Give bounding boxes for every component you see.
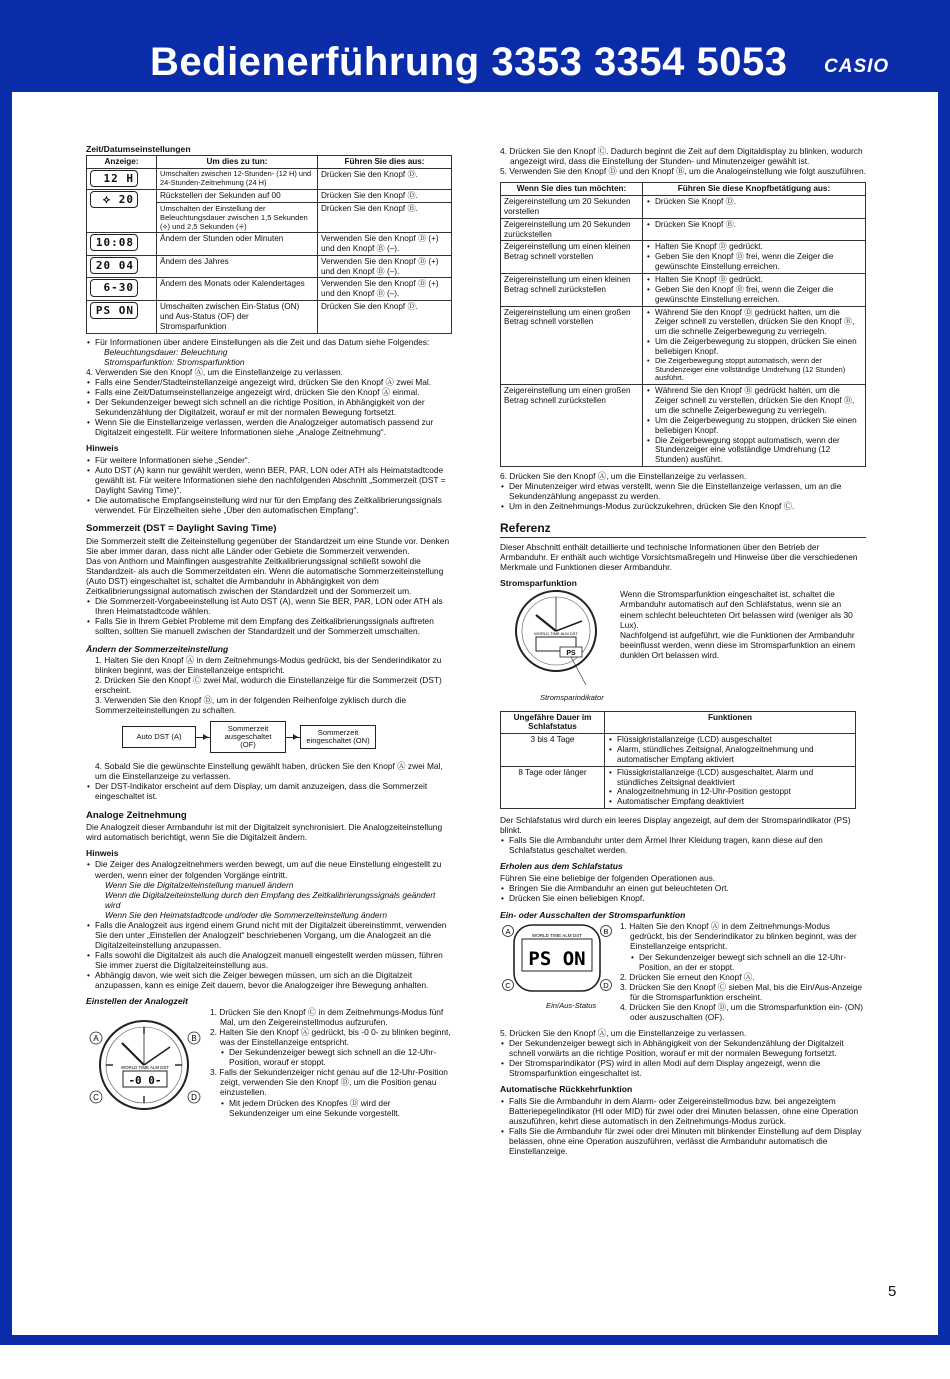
step-text: 5. Verwenden Sie den Knopf Ⓓ und den Knopf Ⓑ, um die Analogeinstellung wie folgt auszuführen. (500, 166, 866, 177)
table-row (87, 189, 452, 202)
list-item: • Falls Sie die Armbanduhr unter dem Ärmel Ihrer Kleidung tragen, kann diese auf den Schlafstatus geschaltet werden. (500, 835, 866, 855)
flow-box: Sommerzeit ausgeschaltet (OF) (210, 721, 286, 753)
table-header: Um dies zu tun: (157, 156, 318, 169)
power-saving-figure (500, 589, 866, 702)
paragraph: Dieser Abschnitt enthält detaillierte und technische Informationen über den Betrieb der Armbanduhr. Er enthält auch wichtige Vorsichtsmaßregeln und Hinweise über die verschiedenen Merkmale und Funktionen dieser Armbanduhr. (500, 541, 858, 572)
list-item: • Falls Sie die Armbanduhr für zwei oder drei Minuten mit blinkender Einstellung auf dem Display belassen, ohne eine Operation auszuführen, verlässt die Armbanduhr automatisch die Einstellanzeige. (500, 1126, 866, 1156)
lcd-display: 10:08 (90, 234, 138, 251)
right-column (500, 146, 866, 1156)
figure-caption: Stromsparindikator (540, 693, 604, 703)
table-row (87, 169, 452, 190)
list-item: • Geben Sie den Knopf Ⓓ frei, wenn die Zeiger die gewünschte Einstellung erreichen. (646, 252, 862, 272)
list-item: • Geben Sie den Knopf Ⓑ frei, wenn die Zeiger die gewünschte Einstellung erreichen. (646, 285, 862, 305)
table-cell: Drücken Sie den Knopf Ⓑ. (318, 202, 452, 232)
list-item: • Halten Sie Knopf Ⓓ gedrückt. (646, 242, 862, 252)
paragraph: Wenn die Stromsparfunktion eingeschaltet ist, schaltet die Armbanduhr automatisch auf den Schlafstatus, wenn sie an einem schlecht beleuchteten Ort belassen wird (weniger als 30 Lux). (620, 589, 853, 630)
step-item: 1. Halten Sie den Knopf Ⓐ in dem Zeitnehmungs-Modus gedrückt, bis der Senderindikator zu blinken beginnt, was der Einstellanzeige entspricht. (95, 654, 442, 675)
section-title: Stromsparfunktion (500, 578, 577, 589)
list-item: • Wenn Sie die Einstellanzeige verlassen, werden die Analogzeiger automatisch passend zur Digitalzeit eingestellt. Für weitere Informationen siehe „Analoge Zeitnehmung“. (86, 417, 452, 437)
button-c-label: C (505, 981, 511, 991)
watch-illustration (86, 1007, 204, 1115)
button-d-label: D (603, 981, 609, 991)
dst-cycle-diagram (122, 721, 452, 753)
list-item: • Halten Sie Knopf Ⓑ gedrückt. (646, 275, 862, 285)
step-text: 5. Drücken Sie den Knopf Ⓐ, um die Einstellanzeige zu verlassen. (500, 1028, 747, 1039)
lcd-display: -0 0- (128, 1073, 162, 1087)
table-cell: 3 bis 4 Tage (501, 734, 605, 767)
watch-label: WORLD TIME ALM DST (531, 933, 583, 939)
list-item: • Der Sekundenzeiger bewegt sich schnell an die 12-Uhr-Position, an der er stoppt. (630, 952, 864, 972)
list-item: • Auto DST (A) kann nur gewählt werden, wenn BER, PAR, LON oder ATH als Heimatstadtcode gewählt ist. Für weitere Informationen siehe den nachfolgenden Abschnitt „Sommerzeit (DST = Daylight Saving Time)“. (86, 465, 452, 495)
note-line: Beleuchtungsdauer: Beleuchtung (104, 346, 228, 357)
step-item: 1. Drücken Sie den Knopf Ⓒ in dem Zeitnehmungs-Modus fünf Mal, um den Zeigereinstellmodus aufzurufen. (210, 1006, 444, 1027)
paragraph: Die Analogzeit dieser Armbanduhr ist mit der Digitalzeit synchronisiert. Die Analogzeiteinstellung wird automatisch berichtigt, wenn Sie die Digitalzeit ändern. (86, 822, 443, 843)
list-item: • Abhängig davon, wie weit sich die Zeiger bewegen müssen, um sich an die Digitalzeit anzupassen, kann es einige Zeit dauern, bevor die Analogzeiger ihre Bewegung anhalten. (86, 970, 452, 990)
analog-setting-figure (86, 1007, 452, 1118)
lcd-display: 12 H (90, 170, 138, 187)
table-row (87, 301, 452, 334)
table-header: Funktionen (605, 711, 856, 734)
button-d-label: D (191, 1092, 197, 1102)
list-item: • Der DST-Indikator erscheint auf dem Display, um damit anzuzeigen, dass die Sommerzeit eingeschaltet ist. (86, 781, 452, 801)
list-item: • Mit jedem Drücken des Knopfes Ⓓ wird der Sekundenzeiger um eine Sekunde vorgestellt. (220, 1098, 452, 1118)
button-a-label: A (505, 927, 511, 937)
table-cell: Rückstellen der Sekunden auf 00 (157, 189, 318, 202)
table-row (87, 255, 452, 278)
list-item: • Falls Sie die Armbanduhr in dem Alarm- oder Zeigereinstellmodus bzw. bei angezeigtem Batteriepegelindikator (HI oder MID) für zwei oder drei Minuten belassen, ohne eine Operation auszuführen, kehrt diese automatisch in den Zeitnehmungs-Modus zurück. (500, 1096, 866, 1126)
table-cell: Zeigereinstellung um 20 Sekunden vorstellen (501, 196, 643, 219)
list-item: • Analogzeitnehmung in 12-Uhr-Position gestoppt (608, 787, 852, 797)
section-title: Sommerzeit (DST = Daylight Saving Time) (86, 523, 277, 535)
table-row (501, 734, 856, 767)
list-item: • Falls eine Zeit/Datumseinstellanzeige angezeigt wird, drücken Sie den Knopf Ⓐ einmal. (86, 387, 452, 397)
section-title: Analoge Zeitnehmung (86, 809, 187, 821)
list-item: • Automatischer Empfang deaktiviert (608, 797, 852, 807)
lcd-display: PS ON (90, 302, 138, 319)
left-border (0, 0, 12, 1345)
step-item: 2. Drücken Sie den Knopf Ⓒ zwei Mal, wodurch die Einstellanzeige für die Sommerzeit (DST) erscheint. (95, 674, 442, 696)
table-row (87, 278, 452, 301)
analog-adjust-table (500, 182, 866, 467)
table-header: Führen Sie dies aus: (318, 156, 452, 169)
button-a-label: A (93, 1033, 99, 1043)
button-c-label: C (93, 1092, 99, 1102)
arrow-icon (286, 737, 300, 738)
sub-item: Wenn Sie die Digitalzeiteinstellung manuell ändern (105, 879, 294, 890)
step-item: 3. Verwenden Sie den Knopf Ⓓ, um in der folgenden Reihenfolge zyklisch durch die Sommerzeiteinstellungen zu schalten. (95, 695, 406, 716)
list-item: • Falls sowohl die Digitalzeit als auch die Analogzeit manuell eingestellt werden müssen, führen Sie immer zuerst die Digitalzeiteinstellung aus. (86, 950, 452, 970)
sub-item: Wenn Sie den Heimatstadtcode und/oder die Sommerzeiteinstellung ändern (105, 909, 387, 920)
table-cell: Verwenden Sie den Knopf Ⓓ (+) und den Knopf Ⓑ (–). (318, 255, 452, 278)
brand-logo: CASIO (824, 56, 890, 77)
paragraph: Das von Anthorn und Mainflingen ausgestrahlte Zeitkalibrierungssignal schließt sowohl die Standardzeit- als auch die Sommerzeitdaten ein. Wenn die automatische Sommerzeiteinstellung (Auto DST) eingeschaltet ist, schaltet die Armbanduhr in Abhängigkeit von dem Zeitkalibrierungssignal automatisch zwischen der Standardzeit und der Sommerzeit um. (86, 555, 444, 597)
step-item: 3. Drücken Sie den Knopf Ⓒ sieben Mal, bis die Ein/Aus-Anzeige für die Stromsparfunktion erscheint. (620, 981, 863, 1002)
list-item: • Drücken Sie einen beliebigen Knopf. (500, 893, 866, 903)
subsection-title: Ein- oder Ausschalten der Stromsparfunktion (500, 910, 686, 920)
list-item: • Die Zeigerbewegung stoppt automatisch, wenn der Stundenzeiger eine vollständige Umdrehung (12 Stunden) ausführt. (646, 357, 862, 384)
list-item: • Drücken Sie Knopf Ⓑ. (646, 220, 862, 230)
settings-table (86, 155, 452, 333)
list-item: • Falls die Analogzeit aus irgend einem Grund nicht mit der Digitalzeit übereinstimmt, verwenden Sie den unter „Einstellen der Analogzeit“ beschriebenen Vorgang, um die Analogzeit an die Digitalzeiteinstellung anzupassen. (86, 920, 452, 950)
table-row (501, 306, 866, 385)
table-header: Ungefähre Dauer im Schlafstatus (501, 711, 605, 734)
list-item: • Flüssigkristallanzeige (LCD) ausgeschaltet, Alarm und stündliches Zeitsignal deaktiviert (608, 768, 852, 788)
table-cell: Verwenden Sie den Knopf Ⓓ (+) und den Knopf Ⓑ (–). (318, 278, 452, 301)
table-header: Wenn Sie dies tun möchten: (501, 183, 643, 196)
list-item: • Flüssigkristallanzeige (LCD) ausgeschaltet (608, 735, 852, 745)
table-row (501, 273, 866, 306)
right-border (938, 0, 950, 1345)
sleep-status-table (500, 711, 856, 810)
hinweis-label: Hinweis (86, 443, 119, 454)
bottom-border (0, 1335, 950, 1345)
list-item: • Alarm, stündliches Zeitsignal, Analogzeitnehmung und automatischer Empfang aktiviert (608, 745, 852, 765)
table-cell: Drücken Sie den Knopf Ⓓ. (318, 301, 452, 334)
table-row (501, 385, 866, 467)
step-text: 4. Verwenden Sie den Knopf Ⓐ, um die Einstellanzeige zu verlassen. (86, 366, 343, 377)
table-header: Anzeige: (87, 156, 157, 169)
step-text: 6. Drücken Sie den Knopf Ⓐ, um die Einstellanzeige zu verlassen. (500, 471, 747, 482)
table-row (501, 218, 866, 241)
lcd-display: ⟡ 20 (90, 191, 138, 208)
page-title: Bedienerführung 3353 3354 5053 (150, 40, 788, 84)
list-item: • Der Minutenzeiger wird etwas verstellt, wenn Sie die Einstellanzeige verlassen, um an die Sekundenzählung angepasst zu werden. (500, 481, 866, 501)
list-item: • Für Informationen über andere Einstellungen als die Zeit und das Datum siehe Folgendes: (86, 337, 452, 347)
list-item: • Um die Zeigerbewegung zu stoppen, drücken Sie einen beliebigen Knopf. (646, 416, 862, 436)
table-cell: Zeigereinstellung um einen kleinen Betrag schnell zurückstellen (501, 273, 643, 306)
list-item: • Die Zeigerbewegung stoppt automatisch, wenn der Stundenzeiger eine vollständige Umdrehung (12 Stunden) ausführt. (646, 436, 862, 466)
left-column (86, 144, 452, 1118)
table-row (501, 241, 866, 274)
watch-illustration (500, 589, 614, 697)
sub-item: Wenn die Digitalzeiteinstellung durch den Empfang des Zeitkalibrierungssignals geändert wird (105, 889, 436, 910)
arrow-icon (196, 737, 210, 738)
ps-indicator: PS (566, 650, 576, 658)
list-item: • Die Sommerzeit-Vorgabeeinstellung ist Auto DST (A), wenn Sie BER, PAR, LON oder ATH als Ihren Heimatstadtcode wählen. (86, 596, 452, 616)
step-text: 4. Drücken Sie den Knopf Ⓒ. Dadurch beginnt die Zeit auf dem Digitaldisplay zu blinken, wodurch angezeigt wird, dass die Einstellung der Stunden- und Minutenzeiger gewählt ist. (500, 146, 863, 167)
section-title: Automatische Rückkehrfunktion (500, 1084, 633, 1095)
step-item: 2. Halten Sie den Knopf Ⓐ gedrückt, bis -0 0- zu blinken beginnt, was der Einstellanzeige entspricht. (210, 1026, 451, 1048)
table-row (501, 196, 866, 219)
list-item: • Um in den Zeitnehmungs-Modus zurückzukehren, drücken Sie den Knopf Ⓒ. (500, 501, 866, 511)
step-item: 1. Halten Sie den Knopf Ⓐ in dem Zeitnehmungs-Modus gedrückt, bis der Senderindikator zu blinken beginnt, was der Einstellanzeige entspricht. (620, 921, 857, 952)
paragraph: Nachfolgend ist aufgeführt, wie die Funktionen der Armbanduhr beeinflusst werden, wenn diese im Stromsparfunktion an einem dunklen Ort belassen wird. (620, 629, 856, 660)
watch-label: WORLD TIME ALM DST (534, 631, 578, 637)
step-item: 2. Drücken Sie erneut den Knopf Ⓐ. (620, 971, 755, 982)
button-b-label: B (191, 1033, 197, 1043)
subsection-title: Einstellen der Analogzeit (86, 995, 188, 1006)
table-cell: Zeigereinstellung um 20 Sekunden zurückstellen (501, 218, 643, 241)
list-item: • Für weitere Informationen siehe „Sender“. (86, 455, 452, 465)
table-cell: Umschalten zwischen Ein-Status (ON) und Aus-Status (OF) der Stromsparfunktion (157, 301, 318, 334)
paragraph: Der Schlafstatus wird durch ein leeres Display angezeigt, auf dem der Stromsparindikator (PS) blinkt. (500, 815, 851, 836)
table-cell: Zeigereinstellung um einen großen Betrag schnell zurückstellen (501, 385, 643, 467)
table-cell: Ändern des Jahres (157, 255, 318, 278)
lcd-display: 6-30 (90, 279, 138, 296)
section-title: Referenz (500, 521, 866, 537)
list-item: • Falls eine Sender/Stadteinstellanzeige angezeigt wird, drücken Sie den Knopf Ⓐ zwei Mal. (86, 377, 452, 387)
list-item: • Der Stromsparindikator (PS) wird in allen Modi auf dem Display angezeigt, wenn die Stromsparfunktion eingeschaltet ist. (500, 1058, 866, 1078)
table-cell: 8 Tage oder länger (501, 766, 605, 808)
paragraph: Die Sommerzeit stellt die Zeiteinstellung gegenüber der Standardzeit um eine Stunde vor. Denken Sie aber immer daran, dass nicht alle Länder oder Gebiete die Sommerzeit verwenden. (86, 535, 450, 556)
table-cell: Ändern der Stunden oder Minuten (157, 233, 318, 256)
step-item: 4. Sobald Sie die gewünschte Einstellung gewählt haben, drücken Sie den Knopf Ⓐ zwei Mal, um die Einstellanzeige zu verlassen. (95, 761, 443, 782)
table-cell: Ändern des Monats oder Kalendertages (157, 278, 318, 301)
list-item: • Während Sie den Knopf Ⓑ gedrückt halten, um die Zeiger schnell zu verstellen, drücken Sie den Knopf Ⓓ, um die schnelle Zeigerbewegung zu verriegeln. (646, 386, 862, 416)
note-line: Stromsparfunktion: Stromsparfunktion (104, 356, 245, 367)
table-cell: Umschalten der Einstellung der Beleuchtungsdauer zwischen 1,5 Sekunden (⟡) und 2,5 Sekunden (✳) (157, 202, 318, 232)
table-cell: Umschalten zwischen 12-Stunden- (12 H) und 24-Stunden-Zeitnehmung (24 H) (157, 169, 318, 190)
section-title: Zeit/Datumseinstellungen (86, 144, 191, 154)
table-cell: Drücken Sie den Knopf Ⓓ. (318, 189, 452, 202)
table-row (501, 766, 856, 808)
subsection-title: Ändern der Sommerzeiteinstellung (86, 643, 229, 654)
watch-label: WORLD TIME ALM DST (121, 1064, 169, 1070)
list-item: • Die automatische Empfangseinstellung wird nur für den Empfang des Zeitkalibrierungssignals verwendet. Für Einzelheiten siehe „Über den automatischen Empfang“. (86, 495, 452, 515)
watch-illustration (500, 921, 614, 1001)
list-item: • Der Sekundenzeiger bewegt sich schnell an die richtige Position, in Abhängigkeit von der Sekundenzählung der Digitalzeit, worauf er mit der normalen Bewegung fortsetzt. (86, 397, 452, 417)
figure-caption: Ein/Aus-Status (546, 1001, 597, 1011)
step-item: 3. Falls der Sekundenzeiger nicht genau auf die 12-Uhr-Position zeigt, verwenden Sie den Knopf Ⓓ, um die Position genau einzustellen. (210, 1067, 448, 1098)
table-row (87, 233, 452, 256)
hinweis-label: Hinweis (86, 848, 119, 859)
list-item: • Bringen Sie die Armbanduhr an einen gut beleuchteten Ort. (500, 883, 866, 893)
list-item: • Der Sekundenzeiger bewegt sich schnell an die 12-Uhr-Position, worauf er stoppt. (220, 1047, 452, 1067)
page-number: 5 (888, 1283, 897, 1300)
flow-box: Auto DST (A) (122, 726, 196, 748)
table-cell: Zeigereinstellung um einen großen Betrag schnell vorstellen (501, 306, 643, 385)
button-b-label: B (603, 927, 609, 937)
power-switch-figure (500, 921, 866, 1022)
lcd-display: 20 04 (90, 257, 138, 274)
table-header: Führen Sie diese Knopfbetätigung aus: (643, 183, 866, 196)
flow-box: Sommerzeit eingeschaltet (ON) (300, 725, 376, 749)
step-item: 4. Drücken Sie den Knopf Ⓓ, um die Stromsparfunktion ein- (ON) oder auszuschalten (OF). (620, 1001, 863, 1023)
list-item: • Der Sekundenzeiger bewegt sich in Abhängigkeit von der Sekundenzählung der Digitalzeit schnell vorwärts an die richtige Position, worauf er mit der normalen Bewegung fortsetzt. (500, 1038, 866, 1058)
table-cell: Drücken Sie den Knopf Ⓓ. (318, 169, 452, 190)
table-cell: Verwenden Sie den Knopf Ⓓ (+) und den Knopf Ⓑ (–). (318, 233, 452, 256)
list-item: • Während Sie den Knopf Ⓓ gedrückt halten, um die Zeiger schnell zu verstellen, drücken Sie den Knopf Ⓑ, um die schnelle Zeigerbewegung zu verriegeln. (646, 308, 862, 338)
list-item: • Die Zeiger des Analogzeitnehmers werden bewegt, um auf die neue Einstellung eingestellt zu werden, wenn einer der folgenden Vorgänge eintritt. (86, 859, 452, 879)
table-cell: Zeigereinstellung um einen kleinen Betrag schnell vorstellen (501, 241, 643, 274)
lcd-display: PS ON (528, 948, 586, 971)
paragraph: Führen Sie eine beliebige der folgenden Operationen aus. (500, 872, 716, 883)
subsection-title: Erholen aus dem Schlafstatus (500, 861, 623, 872)
list-item: • Falls Sie in Ihrem Gebiet Probleme mit dem Empfang des Zeitkalibrierungssignals auftreten sollten, sollten Sie manuell zwischen der Standardzeit und der Sommerzeit umschalten. (86, 616, 452, 636)
list-item: • Drücken Sie Knopf Ⓓ. (646, 197, 862, 207)
list-item: • Um die Zeigerbewegung zu stoppen, drücken Sie einen beliebigen Knopf. (646, 337, 862, 357)
